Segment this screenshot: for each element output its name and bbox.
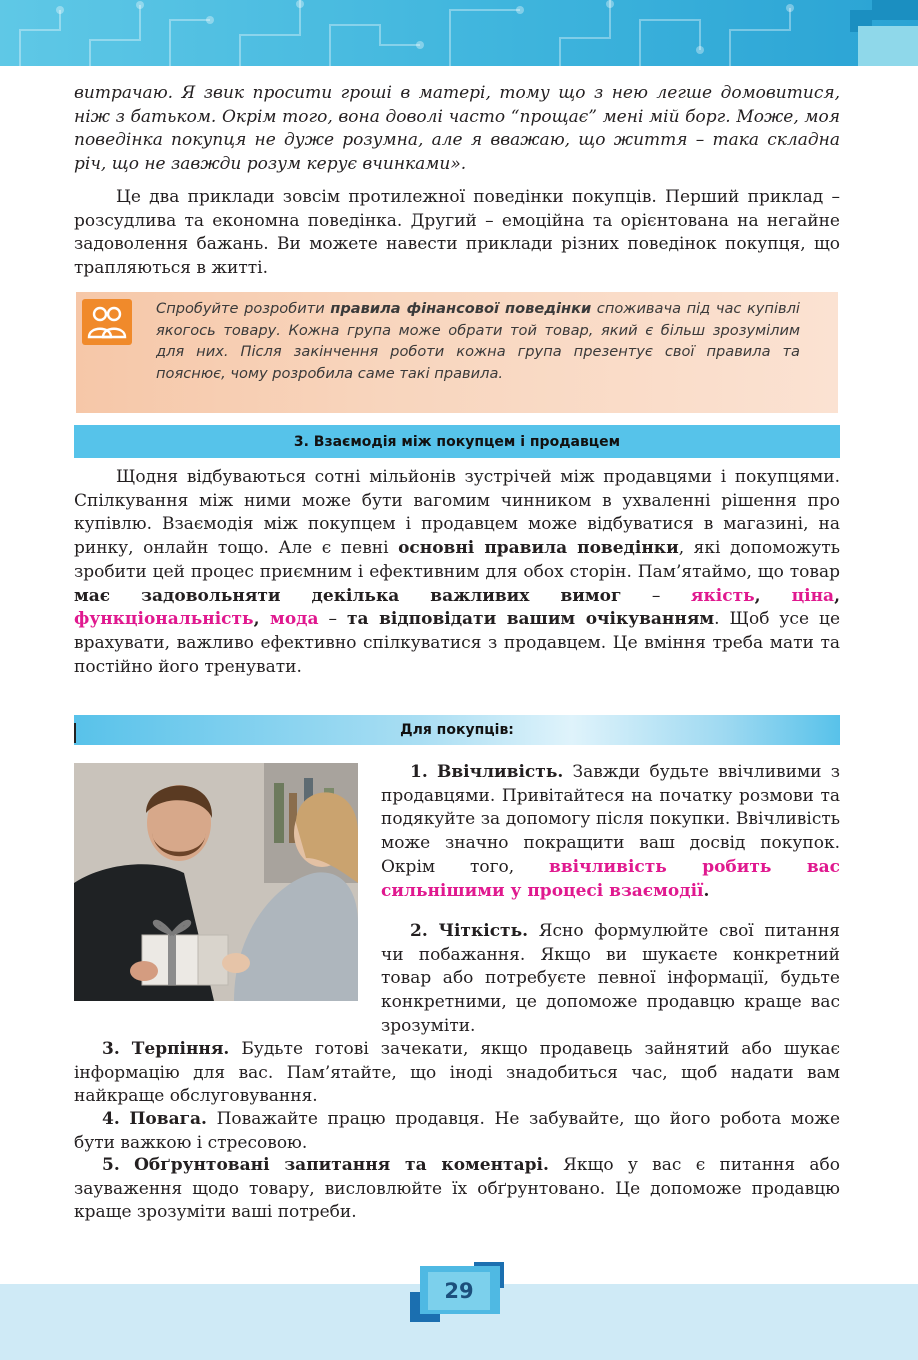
- rule-patience: 3. Терпіння. Будьте готові зачекати, якщо продавець зайнятий або шукає інформацію для вас. Пам’ятайте, що іноді знадобиться час, щоб надати вам найкраще обслуговування.: [74, 1039, 841, 1107]
- section-title-bar: [74, 425, 840, 458]
- shopping-gift-exchange-photo: [74, 763, 358, 1001]
- rule-politeness: 1. Ввічливість. Завжди будьте ввічливими з продавцями. Привітайтеся на початку розмови та подякуйте за допомогу після покупки. Ввічливість може значно покращити ваш досвід покупок. Окрім того, ввічливість робить вас сильнішими у процесі взаємодії.: [381, 762, 841, 901]
- group-people-icon: [82, 299, 132, 345]
- group-people-icon-svg: [87, 304, 127, 340]
- group-task-box: [76, 292, 838, 413]
- rule-respect: 4. Повага. Поважайте працю продавця. Не забувайте, що його робота може бути важкою і стресовою.: [74, 1109, 841, 1153]
- intro-quote: витрачаю. Я звик просити гроші в матері, тому що з нею легше домовитися, ніж з батьком. Окрім того, вона доволі часто “прощає” мені мій борг. Може, моя поведінка покупця не дуже розумна, але я вважаю, що життя – така складна річ, що не завжди розум керує вчинками».: [74, 83, 840, 175]
- photo-illustration: [74, 763, 358, 1001]
- banner-pattern: [0, 0, 918, 66]
- subsection-bar-tick: [74, 723, 76, 743]
- task-text: Спробуйте розробити правила фінансової поведінки споживача під час купівлі якогось товару. Кожна група може обрати той товар, який є більш зрозумілим для них. Після закінчення роботи кожна група презентує свої правила та пояснює, чому розробила саме такі правила.: [156, 300, 800, 382]
- top-banner: [0, 0, 918, 66]
- subsection-title: Для покупців:: [400, 722, 514, 738]
- page-number: 29: [428, 1272, 490, 1310]
- page-number-block: [410, 1262, 506, 1324]
- subsection-title-bar: [74, 715, 840, 745]
- section-title: 3. Взаємодія між покупцем і продавцем: [293, 433, 621, 450]
- examples-paragraph: Це два приклади зовсім протилежної поведінки покупців. Перший приклад – розсудлива та економна поведінка. Другий – емоційна та орієнтована на негайне задоволення бажань. Ви можете навести приклади різних поведінок покупця, що трапляються в житті.: [74, 187, 840, 279]
- rule-clarity: 2. Чіткість. Ясно формулюйте свої питання чи побажання. Якщо ви шукаєте конкретний товар або потребуєте певної інформації, будьте конкретними, це допоможе продавцю краще вас зрозуміти.: [381, 921, 841, 1036]
- rule-grounded-questions: 5. Обґрунтовані запитання та коментарі. Якщо у вас є питання або зауваження щодо товару, висловлюйте їх обґрунтовано. Це допоможе продавцю краще зрозуміти ваші потреби.: [74, 1155, 840, 1223]
- section-paragraph: Щодня відбуваються сотні мільйонів зустрічей між продавцями і покупцями. Спілкування між ними може бути вагомим чинником в ухваленні рішення про купівлю. Взаємодія між покупцем і продавцем може відбуватися в магазині, на ринку, онлайн тощо. Але є певні основні правила поведінки, які допоможуть зробити цей процес приємним і ефективним для обох сторін. Пам’ятаймо, що товар має задовольняти декілька важливих вимог – якість, ціна, функціональність, мода – та відповідати вашим очікуванням. Щоб усе це врахувати, важливо ефективно спілкуватися з продавцем. Це вміння треба мати та постійно його тренувати.: [74, 467, 841, 677]
